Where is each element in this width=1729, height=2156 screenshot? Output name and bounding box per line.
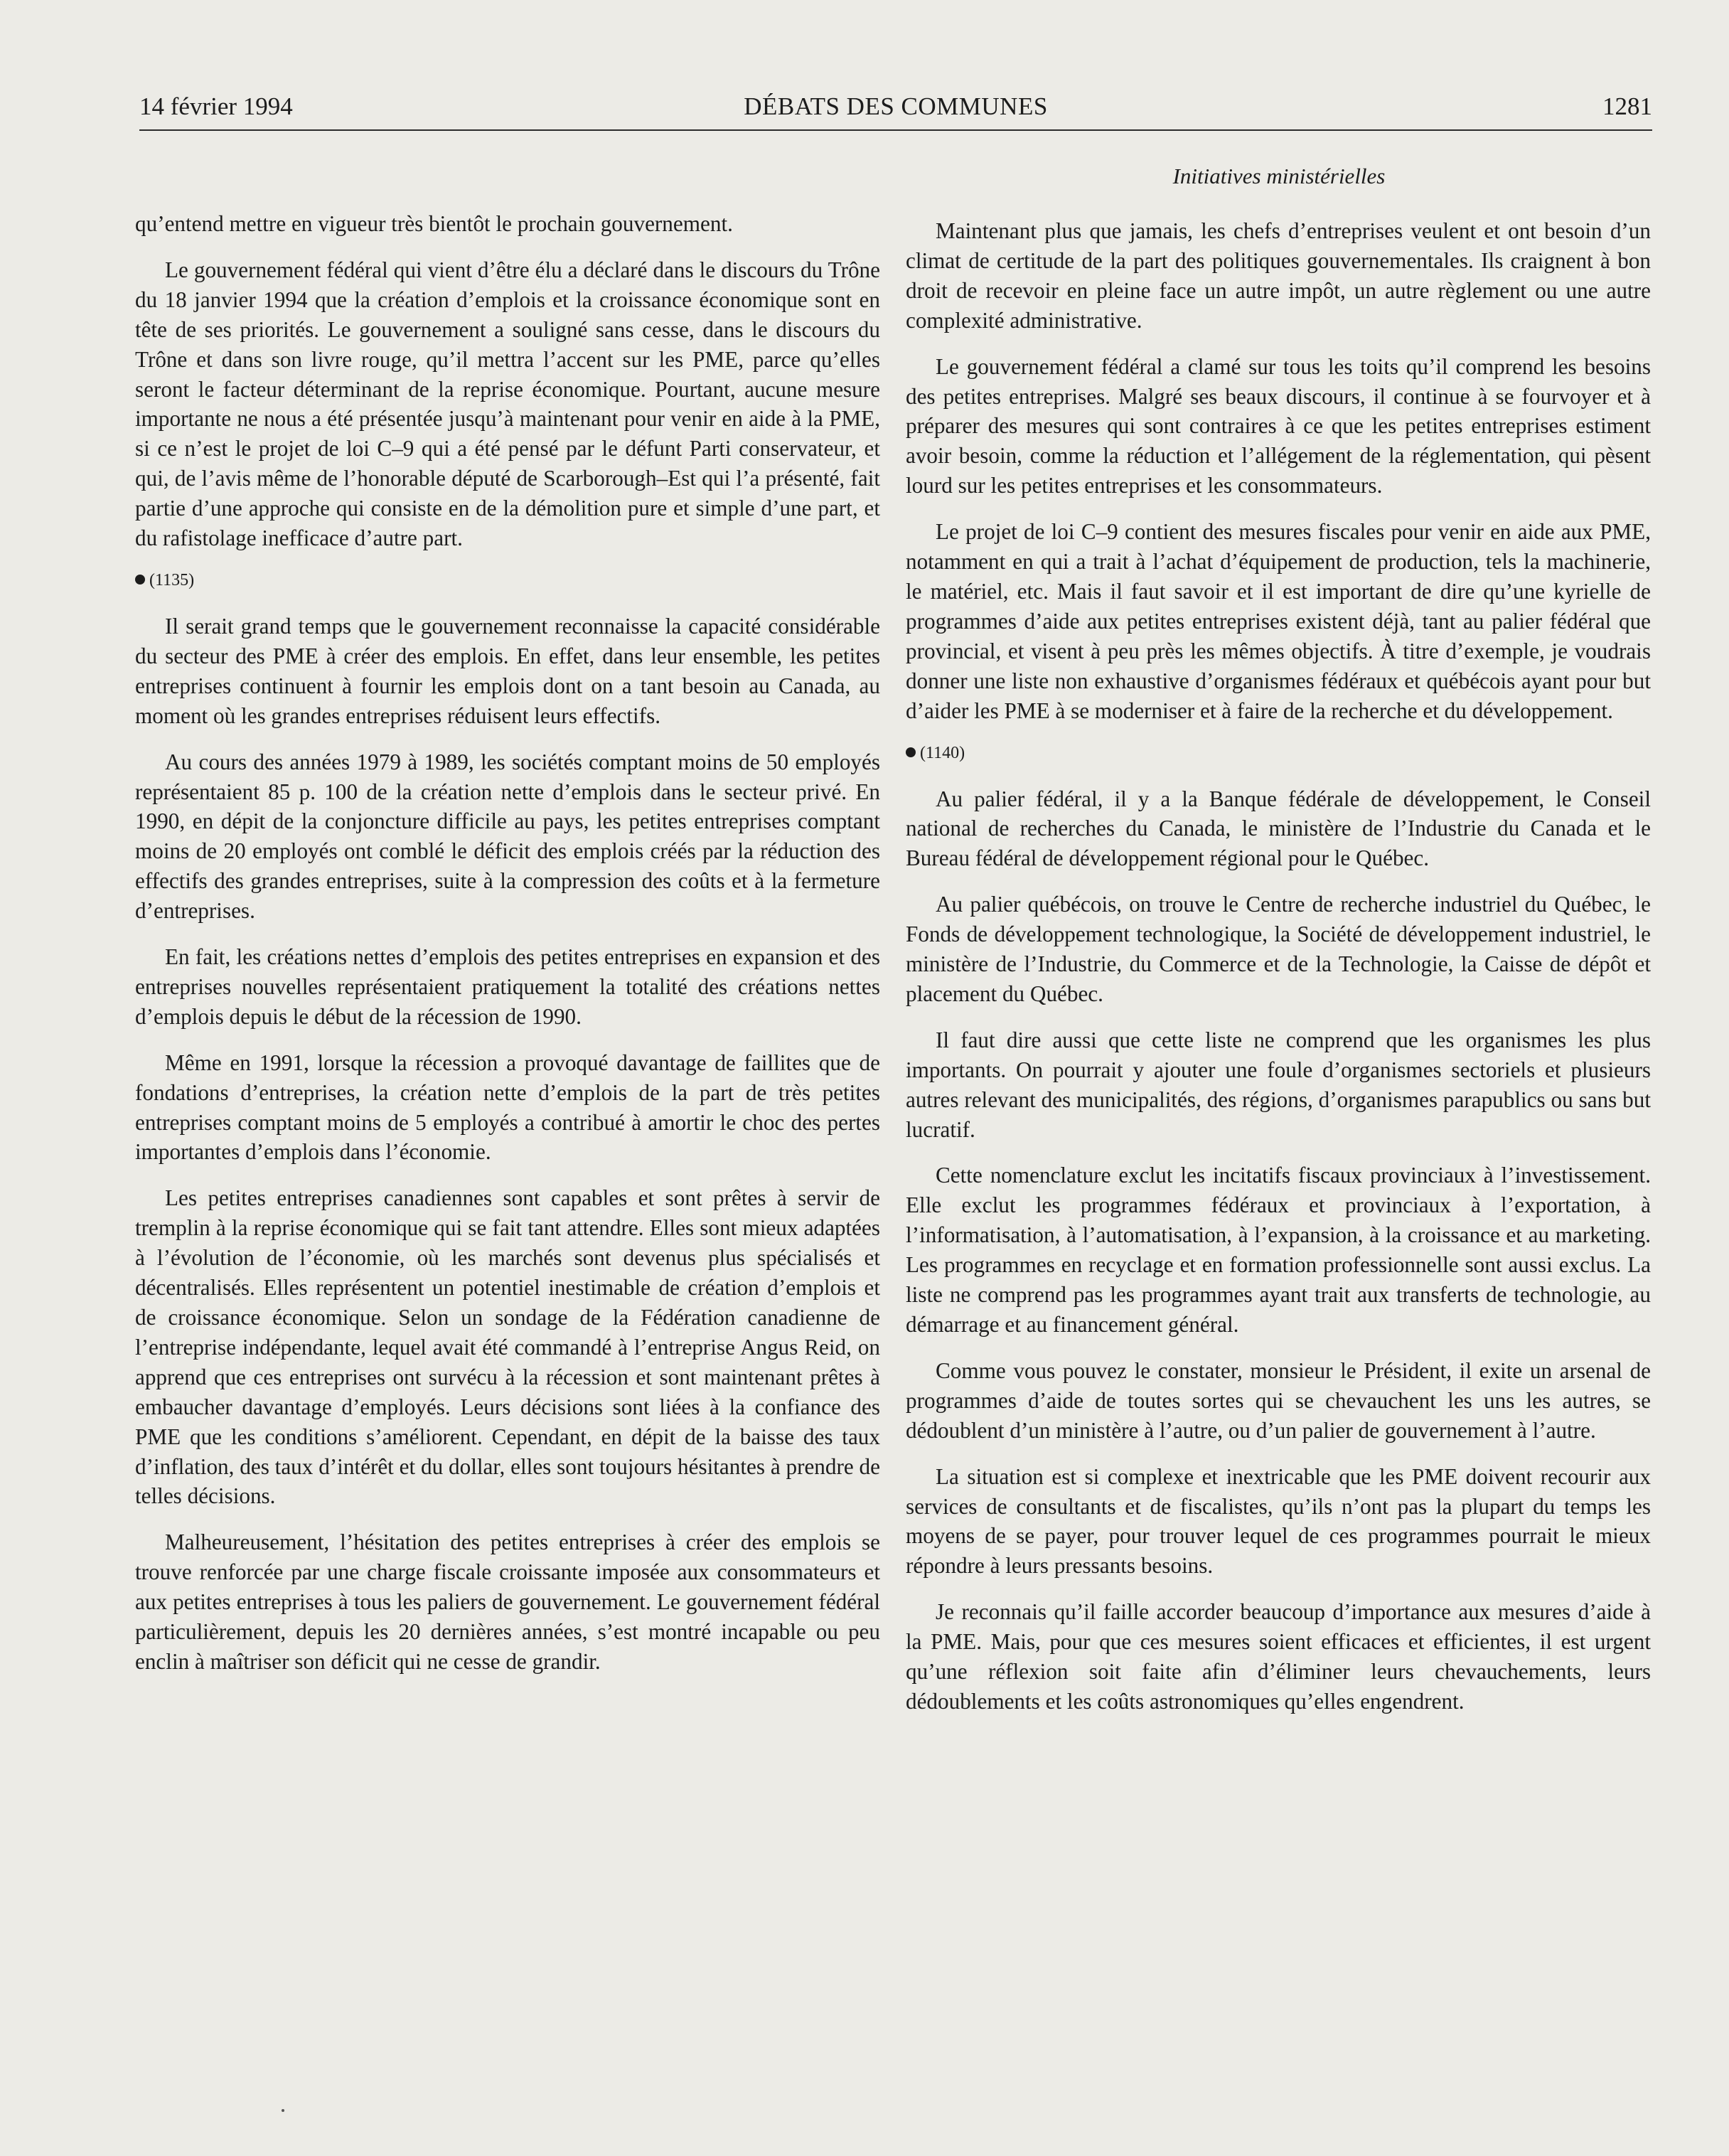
paragraph: En fait, les créations nettes d’emplois des petites entreprises en expansion et des entreprises nouvelles représentaient pratiquement la totalité des créations nettes d’emplois depuis le début de la récession de 1990. — [135, 944, 880, 1029]
bullet-icon — [906, 747, 916, 757]
page-header — [139, 85, 1652, 128]
paragraph: Maintenant plus que jamais, les chefs d’entreprises veulent et ont besoin d’un climat de certitude de la part des politiques gouvernementales. Ils craignent à bon droit de recevoir en pleine face un autre impôt, un autre règlement ou une autre complexité administrative. — [906, 218, 1651, 333]
paragraph: La situation est si complexe et inextricable que les PME doivent recourir aux services de consultants et de fiscalistes, qu’ils n’ont pas la plupart du temps les moyens de se payer, pour trouver lequel de ces programmes pourrait le mieux répondre à leurs pressants besoins. — [906, 1463, 1651, 1579]
header-page-number: 1281 — [1602, 92, 1652, 120]
section-title: Initiatives ministérielles — [1172, 164, 1386, 188]
paragraph: Malheureusement, l’hésitation des petites entreprises à créer des emplois se trouve renforcée par une charge fiscale croissante imposée aux consommateurs et aux petites entreprises à tous les paliers de gouvernement. Le gouvernement fédéral particulièrement, depuis les 20 dernières années, s’est montré incapable ou peu enclin à maîtriser son déficit qui ne cesse de grandir. — [135, 1530, 880, 1674]
paragraph: Même en 1991, lorsque la récession a provoqué davantage de faillites que de fondations d’entreprises, la création nette d’emplois de la part de très petites entreprises comptant moins de 5 employés a contribué à amortir le choc des pertes importantes d’emplois dans l’économie. — [135, 1050, 880, 1165]
header-title: DÉBATS DES COMMUNES — [744, 92, 1048, 120]
paragraph: Il faut dire aussi que cette liste ne comprend que les organismes les plus importants. On pourrait y ajouter une foule d’organismes sectoriels et plusieurs autres relevant des municipalités, des régions, d’organismes parapublics ou sans but lucratif. — [906, 1027, 1651, 1142]
paragraph: Le projet de loi C–9 contient des mesures fiscales pour venir en aide aux PME, notamment en qui a trait à l’achat d’équipement de production, tels la machinerie, le matériel, etc. Mais il faut savoir et il est important de dire qu’une kyrielle de programmes d’aide aux petites entreprises existent déjà, tant au palier fédéral que provincial, et visent à peu près les mêmes objectifs. À titre d’exemple, je voudrais donner une liste non exhaustive d’organismes fédéraux et québécois ayant pour but d’aider les PME à se moderniser et à faire de la recherche et du développement. — [906, 519, 1651, 723]
right-column — [906, 216, 1651, 1733]
paragraph: Comme vous pouvez le constater, monsieur le Président, il exite un arsenal de programmes d’aide de toutes sortes qui se chevauchent les uns les autres, se dédoublent d’un ministère à l’autre, ou d’un palier de gouvernement à l’autre. — [906, 1357, 1651, 1443]
time-marker — [135, 570, 880, 591]
paragraph: Je reconnais qu’il faille accorder beaucoup d’importance aux mesures d’aide à la PME. Mais, pour que ces mesures soient efficaces et efficientes, il est urgent qu’une réflexion soit faite afin d’éliminer leurs chevauchements, leurs dédoublements et les coûts astronomiques qu’elles engendrent. — [906, 1599, 1651, 1714]
paragraph: Au palier québécois, on trouve le Centre de recherche industriel du Québec, le Fonds de développement technologique, la Société de développement industriel, le ministère de l’Industrie, du Commerce et de la Technologie, la Caisse de dépôt et placement du Québec. — [906, 892, 1651, 1006]
paragraph: Cette nomenclature exclut les incitatifs fiscaux provinciaux à l’investissement. Elle exclut les programmes fédéraux et provinciaux à l’exportation, à l’informatisation, à l’automatisation, à l’expansion, à la croissance et au marketing. Les programmes en recyclage et en formation professionnelle sont aussi exclus. La liste ne comprend pas les programmes ayant trait aux transferts de technologie, au démarrage et au financement général. — [906, 1163, 1651, 1337]
time-marker-label: (1135) — [149, 570, 195, 589]
paragraph: Les petites entreprises canadiennes sont capables et sont prêtes à servir de tremplin à la reprise économique qui se fait tant attendre. Elles sont mieux adaptées à l’évolution de l’économie, où les marchés sont devenus plus spécialisés et décentralisés. Elles représentent un potentiel inestimable de création d’emplois et de croissance économique. Selon un sondage de la Fédération canadienne de l’entreprise indépendante, lequel avait été commandé à l’entreprise Angus Reid, on apprend que ces entreprises ont survécu à la récession et sont maintenant prêtes à embaucher davantage d’employés. Leurs décisions sont liées à la confiance des PME que les conditions s’améliorent. Cependant, en dépit de la baisse des taux d’inflation, des taux d’intérêt et du dollar, elles sont toujours hésitantes à prendre de telles décisions. — [135, 1185, 880, 1509]
scan-speck — [282, 2109, 284, 2112]
paragraph: Au cours des années 1979 à 1989, les sociétés comptant moins de 50 employés représentaient 85 p. 100 de la création nette d’emplois dans le secteur privé. En 1990, en dépit de la conjoncture difficile au pays, les petites entreprises comptant moins de 20 employés ont comblé le déficit des emplois créés par la réduction des effectifs des grandes entreprises, suite à la compression des coûts et à la fermeture d’entreprises. — [135, 749, 880, 924]
paragraph: qu’entend mettre en vigueur très bientôt le prochain gouvernement. — [135, 211, 733, 236]
left-column — [135, 209, 880, 1693]
paragraph: Il serait grand temps que le gouvernement reconnaisse la capacité considérable du secteur des PME à créer des emplois. En effet, dans leur ensemble, les petites entreprises continuent à fournir les emplois dont on a tant besoin au Canada, au moment où les grandes entreprises réduisent leurs effectifs. — [135, 613, 880, 728]
header-rule — [139, 129, 1652, 131]
paragraph: Le gouvernement fédéral a clamé sur tous les toits qu’il comprend les besoins des petites entreprises. Malgré ses beaux discours, il continue à se fourvoyer et à préparer des mesures qui sont contraires à ce que les petites entreprises estiment avoir besoin, comme la réduction et l’allégement de la réglementation, qui pèsent lourd sur les petites entreprises et les consommateurs. — [906, 353, 1651, 498]
paragraph: Au palier fédéral, il y a la Banque fédérale de développement, le Conseil national de recherches du Canada, le ministère de l’Industrie du Canada et le Bureau fédéral de développement régional pour le Québec. — [906, 786, 1651, 871]
paragraph: Le gouvernement fédéral qui vient d’être élu a déclaré dans le discours du Trône du 18 janvier 1994 que la création d’emplois et la croissance économique sont en tête de ses priorités. Le gouvernement a souligné sans cesse, dans le discours du Trône et dans son livre rouge, qu’il mettra l’accent sur les PME, parce qu’elles seront le facteur déterminant de la reprise économique. Pourtant, aucune mesure importante ne nous a été présentée jusqu’à maintenant pour venir en aide à la PME, si ce n’est le projet de loi C–9 qui a été pensé par le défunt Parti conservateur, et qui, de l’avis même de l’honorable député de Scarborough–Est qui l’a présenté, fait partie d’une approche qui consiste en de la démolition pure et simple d’une part, et du rafistolage inefficace d’autre part. — [135, 257, 880, 551]
bullet-icon — [135, 575, 145, 585]
header-date: 14 février 1994 — [139, 92, 293, 120]
time-marker-label: (1140) — [920, 743, 965, 762]
time-marker — [906, 742, 1651, 764]
